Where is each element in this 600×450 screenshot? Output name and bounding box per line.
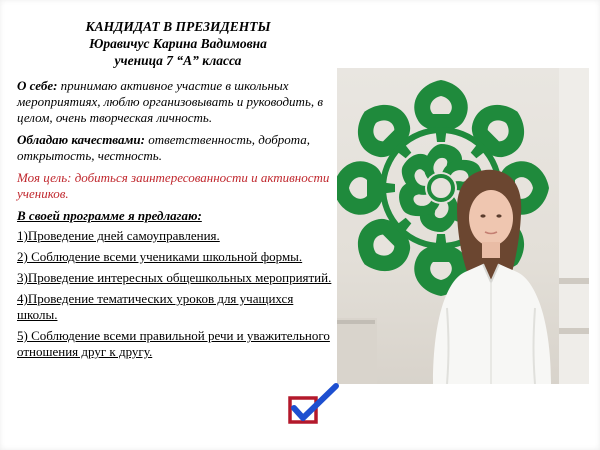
proposal-item: 3)Проведение интересных общешкольных мероприятий. [17,270,332,285]
photo-illustration [337,68,589,384]
goal-paragraph: Моя цель: добиться заинтересованности и активности учеников. [17,170,330,201]
about-label: О себе: [17,78,58,93]
header-title: КАНДИДАТ В ПРЕЗИДЕНТЫ [85,19,271,34]
candidate-name: Юравичус Карина Вадимовна [89,36,267,51]
proposal-item: 4)Проведение тематических уроков для учащихся школы. [17,291,294,322]
qualities-text: ответственность, доброта, открытость, честность. [17,132,311,163]
qualities-label: Обладаю качествами: [17,132,145,147]
proposal-item: 1)Проведение дней самоуправления. [17,228,220,243]
checkbox-checked-icon [284,382,344,428]
text-column [17,78,335,365]
header [18,18,338,69]
about-paragraph [17,78,335,126]
proposal-item: 5) Соблюдение всеми правильной речи и уважительного отношения друг к другу. [17,328,330,359]
candidate-class: ученица 7 “А” класса [114,53,242,68]
candidate-photo [337,68,589,384]
about-text: принимаю активное участие в школьных мероприятиях, люблю организовывать и руководить, в целом, очень творческая личность. [17,78,324,125]
proposal-item: 2) Соблюдение всеми учениками школьной формы. [17,249,303,264]
qualities-paragraph [17,132,335,164]
proposals-title: В своей программе я предлагаю: [17,208,202,223]
